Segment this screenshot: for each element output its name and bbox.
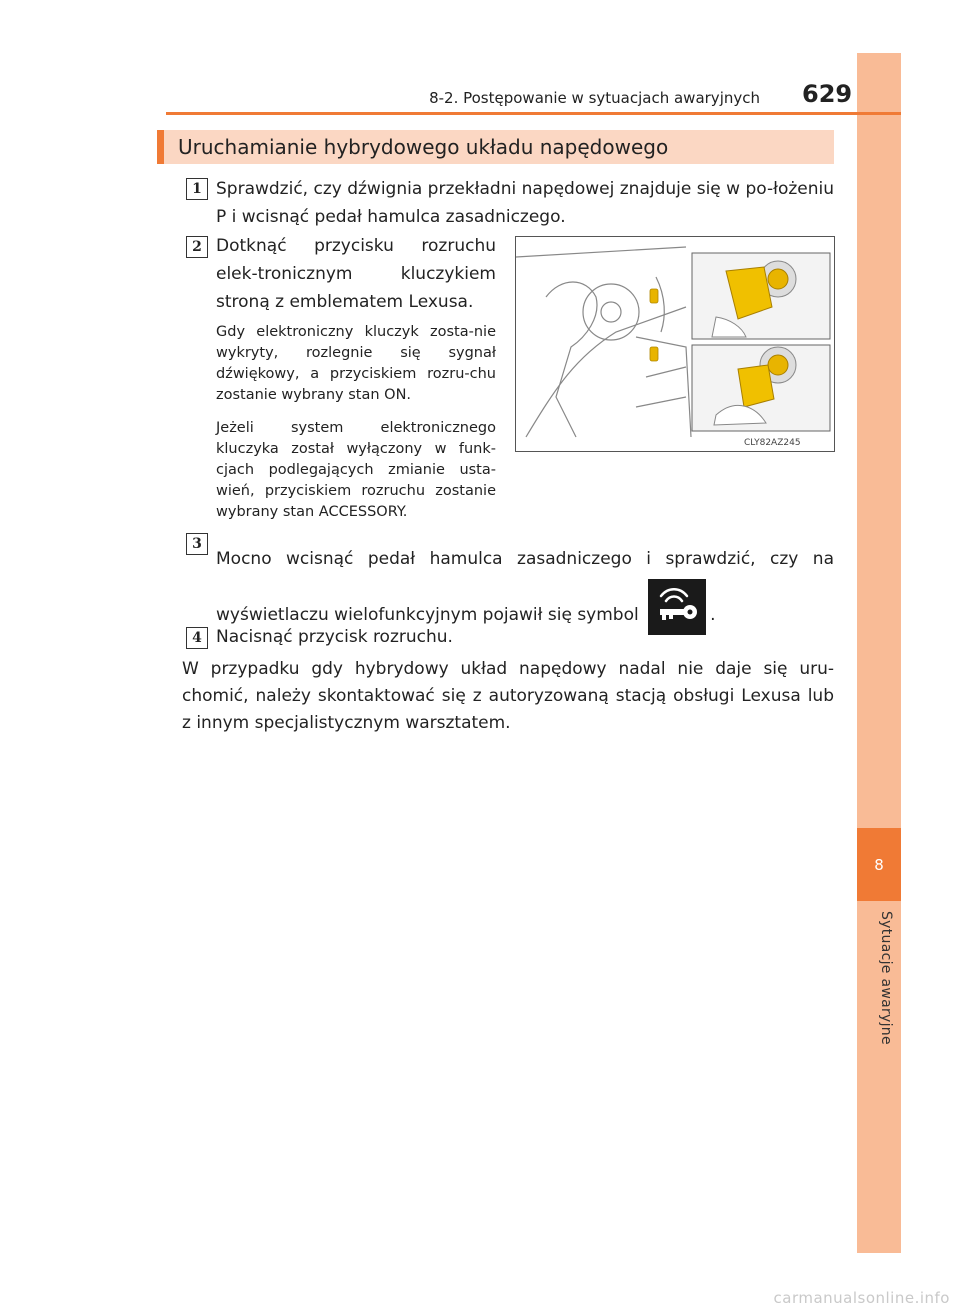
header-section-title: 8-2. Postępowanie w sytuacjach awaryjnych (429, 89, 760, 107)
illustration-code: CLY82AZ245 (744, 438, 801, 448)
chapter-title: Sytuacje awaryjne (878, 911, 894, 1045)
closing-paragraph: W przypadku gdy hybrydowy układ napędowy nadal nie daje się uru-chomić, należy skontaktować się z autoryzowaną stacją obsługi Lexusa lub z innym specjalistycznym warsztatem. (182, 659, 834, 733)
footer-url: carmanualsonline.info (773, 1289, 950, 1307)
step-3-text-before: Mocno wcisnąć pedał hamulca zasadniczego i sprawdzić, czy na wyświetlaczu wielofunkcyjnym pojawił się symbol (216, 549, 834, 625)
dashboard-key-drawing (516, 237, 834, 451)
step-1-number: 1 (186, 178, 208, 200)
step-4-text: Nacisnąć przycisk rozruchu. (216, 627, 453, 647)
page-number: 629 (802, 80, 853, 108)
note-accessory: Jeżeli system elektronicznego kluczyka został wyłączony w funk-cjach podlegających zmianie usta-wień, przyciskiem rozruchu zostanie wybrany stan ACCESSORY. (216, 420, 496, 520)
section-title: Uruchamianie hybrydowego układu napędowego (157, 130, 834, 164)
step-1-text: Sprawdzić, czy dźwignia przekładni napędowej znajduje się w po-łożeniu P i wcisnąć pedał hamulca zasadniczego. (216, 179, 835, 227)
step-4-number: 4 (186, 627, 208, 649)
chapter-number: 8 (857, 828, 901, 901)
step-2-number: 2 (186, 236, 208, 258)
start-button-illustration (515, 236, 835, 452)
step-3-text-after: . (710, 605, 716, 625)
header-divider (166, 112, 901, 115)
note-detected: Gdy elektroniczny kluczyk zosta-nie wykryty, rozlegnie się sygnał dźwiękowy, a przyciskiem rozru-chu zostanie wybrany stan ON. (216, 324, 496, 403)
chapter-side-tab (857, 53, 901, 1253)
step-3-number: 3 (186, 533, 208, 555)
step-2-text: Dotknąć przycisku rozruchu elek-tronicznym kluczykiem stroną z emblematem Lexusa. (216, 236, 496, 312)
